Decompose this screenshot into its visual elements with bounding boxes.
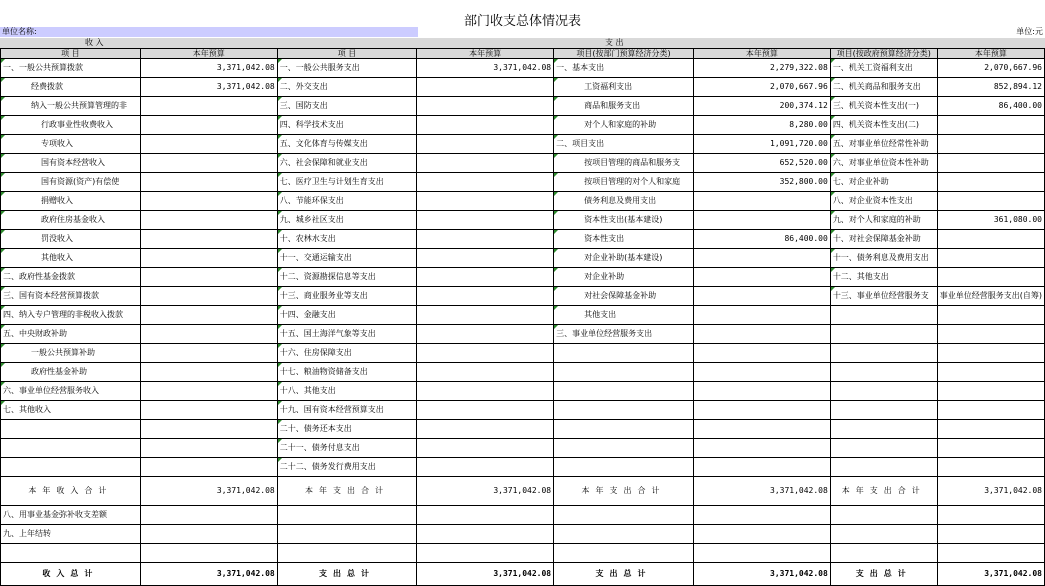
func-budget xyxy=(417,97,554,116)
gov-econ-budget xyxy=(937,439,1044,458)
header-income-budget: 本年预算 xyxy=(140,49,277,59)
income-item xyxy=(1,420,141,439)
dept-econ-budget: 652,520.00 xyxy=(693,154,830,173)
grand-func-item: 支出总计 xyxy=(277,563,417,586)
grand-total-row xyxy=(1,563,1045,586)
table-header-row xyxy=(1,49,1045,59)
gov-econ-item xyxy=(830,544,937,563)
table-row xyxy=(1,59,1045,78)
gov-econ-budget xyxy=(937,325,1044,344)
gov-econ-budget xyxy=(937,420,1044,439)
dept-econ-item: 按项目管理的商品和服务支 xyxy=(554,154,694,173)
func-item: 十九、国有资本经营预算支出 xyxy=(277,401,417,420)
income-section-label: 收 入 xyxy=(85,38,104,47)
income-budget xyxy=(140,382,277,401)
dept-econ-budget: 352,800.00 xyxy=(693,173,830,192)
func-item: 十七、粮油物资储备支出 xyxy=(277,363,417,382)
table-row xyxy=(1,325,1045,344)
income-budget xyxy=(140,344,277,363)
func-budget xyxy=(417,230,554,249)
gov-econ-budget xyxy=(937,401,1044,420)
gov-econ-item xyxy=(830,506,937,525)
table-row xyxy=(1,420,1045,439)
income-section-header xyxy=(0,38,278,48)
dept-econ-item: 其他支出 xyxy=(554,306,694,325)
gov-econ-budget: 2,070,667.96 xyxy=(937,59,1044,78)
func-budget xyxy=(417,116,554,135)
func-budget: 3,371,042.08 xyxy=(417,59,554,78)
gov-econ-item: 十一、债务利息及费用支出 xyxy=(830,249,937,268)
gov-econ-budget: 361,080.00 xyxy=(937,211,1044,230)
func-item: 一、一般公共服务支出 xyxy=(277,59,417,78)
gov-econ-item: 七、对企业补助 xyxy=(830,173,937,192)
gov-econ-item: 十、对社会保障基金补助 xyxy=(830,230,937,249)
income-budget xyxy=(140,325,277,344)
gov-econ-budget xyxy=(937,525,1044,544)
dept-econ-budget: 200,374.12 xyxy=(693,97,830,116)
header-gov-econ-item: 项目(按政府预算经济分类) xyxy=(830,49,937,59)
income-item: 经费拨款 xyxy=(1,78,141,97)
gov-econ-budget xyxy=(937,344,1044,363)
dept-econ-item xyxy=(554,525,694,544)
expense-section-label: 支 出 xyxy=(605,38,624,47)
total-func-item: 本年支出合计 xyxy=(277,477,417,506)
dept-econ-item xyxy=(554,363,694,382)
gov-econ-budget xyxy=(937,306,1044,325)
income-item: 纳入一般公共预算管理的非 xyxy=(1,97,141,116)
dept-econ-budget xyxy=(693,458,830,477)
table-row xyxy=(1,363,1045,382)
total-gov-econ-budget: 3,371,042.08 xyxy=(937,477,1044,506)
grand-gov-econ-budget: 3,371,042.08 xyxy=(937,563,1044,586)
dept-econ-budget xyxy=(693,306,830,325)
gov-econ-item: 八、对企业资本性支出 xyxy=(830,192,937,211)
gov-econ-item: 十二、其他支出 xyxy=(830,268,937,287)
gov-econ-item xyxy=(830,420,937,439)
income-budget xyxy=(140,506,277,525)
header-income-item: 项 目 xyxy=(1,49,141,59)
gov-econ-item xyxy=(830,344,937,363)
gov-econ-budget xyxy=(937,544,1044,563)
table-row xyxy=(1,287,1045,306)
gov-econ-budget xyxy=(937,268,1044,287)
extra-row xyxy=(1,525,1045,544)
table-row xyxy=(1,173,1045,192)
dept-econ-budget xyxy=(693,268,830,287)
income-budget: 3,371,042.08 xyxy=(140,78,277,97)
gov-econ-item: 四、机关资本性支出(二) xyxy=(830,116,937,135)
func-item: 十六、住房保障支出 xyxy=(277,344,417,363)
dept-econ-budget xyxy=(693,325,830,344)
header-func-item: 项 目 xyxy=(277,49,417,59)
func-item xyxy=(277,525,417,544)
income-item: 六、事业单位经营服务收入 xyxy=(1,382,141,401)
total-func-budget: 3,371,042.08 xyxy=(417,477,554,506)
income-budget xyxy=(140,420,277,439)
income-budget xyxy=(140,116,277,135)
dept-econ-budget: 2,279,322.08 xyxy=(693,59,830,78)
income-item: 专项收入 xyxy=(1,135,141,154)
dept-econ-item: 债务利息及费用支出 xyxy=(554,192,694,211)
dept-econ-budget xyxy=(693,401,830,420)
func-budget xyxy=(417,420,554,439)
income-item: 罚没收入 xyxy=(1,230,141,249)
dept-econ-item xyxy=(554,344,694,363)
gov-econ-budget xyxy=(937,363,1044,382)
budget-table xyxy=(0,48,1045,586)
table-row xyxy=(1,116,1045,135)
income-budget xyxy=(140,97,277,116)
unit-label: 单位:元 xyxy=(1016,27,1043,36)
dept-econ-item: 三、事业单位经营服务支出 xyxy=(554,325,694,344)
gov-econ-budget: 事业单位经营服务支出(自筹) xyxy=(937,287,1044,306)
income-item: 一般公共预算补助 xyxy=(1,344,141,363)
func-budget xyxy=(417,211,554,230)
func-budget xyxy=(417,401,554,420)
gov-econ-budget xyxy=(937,458,1044,477)
gov-econ-budget xyxy=(937,173,1044,192)
unit-name-label: 单位名称: xyxy=(0,27,418,37)
income-item: 一、一般公共预算拨款 xyxy=(1,59,141,78)
dept-econ-budget xyxy=(693,525,830,544)
gov-econ-item xyxy=(830,525,937,544)
func-item: 八、节能环保支出 xyxy=(277,192,417,211)
grand-dept-econ-item: 支出总计 xyxy=(554,563,694,586)
income-item: 九、上年结转 xyxy=(1,525,141,544)
func-budget xyxy=(417,382,554,401)
dept-econ-item: 商品和服务支出 xyxy=(554,97,694,116)
func-item: 六、社会保障和就业支出 xyxy=(277,154,417,173)
income-item: 七、其他收入 xyxy=(1,401,141,420)
func-budget xyxy=(417,249,554,268)
dept-econ-budget: 2,070,667.96 xyxy=(693,78,830,97)
func-item: 十八、其他支出 xyxy=(277,382,417,401)
dept-econ-item: 对社会保障基金补助 xyxy=(554,287,694,306)
total-dept-econ-budget: 3,371,042.08 xyxy=(693,477,830,506)
gov-econ-budget xyxy=(937,249,1044,268)
dept-econ-item: 资本性支出 xyxy=(554,230,694,249)
income-item: 四、纳入专户管理的非税收入拨款 xyxy=(1,306,141,325)
gov-econ-budget xyxy=(937,230,1044,249)
dept-econ-budget xyxy=(693,382,830,401)
table-row xyxy=(1,97,1045,116)
income-item xyxy=(1,439,141,458)
dept-econ-budget xyxy=(693,439,830,458)
func-item: 十一、交通运输支出 xyxy=(277,249,417,268)
table-row xyxy=(1,401,1045,420)
income-budget xyxy=(140,306,277,325)
dept-econ-budget xyxy=(693,192,830,211)
func-item: 二、外交支出 xyxy=(277,78,417,97)
dept-econ-item: 对企业补助(基本建设) xyxy=(554,249,694,268)
func-item: 十、农林水支出 xyxy=(277,230,417,249)
grand-income-budget: 3,371,042.08 xyxy=(140,563,277,586)
dept-econ-item: 对个人和家庭的补助 xyxy=(554,116,694,135)
func-budget xyxy=(417,192,554,211)
func-item: 七、医疗卫生与计划生育支出 xyxy=(277,173,417,192)
income-item: 政府住房基金收入 xyxy=(1,211,141,230)
income-budget xyxy=(140,173,277,192)
gov-econ-budget: 86,400.00 xyxy=(937,97,1044,116)
func-budget xyxy=(417,525,554,544)
dept-econ-item: 二、项目支出 xyxy=(554,135,694,154)
income-budget xyxy=(140,401,277,420)
gov-econ-item: 九、对个人和家庭的补助 xyxy=(830,211,937,230)
gov-econ-item: 十三、事业单位经营服务支 xyxy=(830,287,937,306)
gov-econ-item: 三、机关资本性支出(一) xyxy=(830,97,937,116)
income-budget xyxy=(140,287,277,306)
func-budget xyxy=(417,306,554,325)
dept-econ-item xyxy=(554,420,694,439)
dept-econ-item xyxy=(554,506,694,525)
dept-econ-budget: 86,400.00 xyxy=(693,230,830,249)
dept-econ-budget xyxy=(693,363,830,382)
grand-income-item: 收入总计 xyxy=(1,563,141,586)
dept-econ-budget xyxy=(693,287,830,306)
dept-econ-budget xyxy=(693,249,830,268)
table-row xyxy=(1,439,1045,458)
income-item: 行政事业性收费收入 xyxy=(1,116,141,135)
func-budget xyxy=(417,325,554,344)
gov-econ-item: 一、机关工资福利支出 xyxy=(830,59,937,78)
gov-econ-item xyxy=(830,382,937,401)
grand-dept-econ-budget: 3,371,042.08 xyxy=(693,563,830,586)
dept-econ-item xyxy=(554,544,694,563)
dept-econ-budget: 8,280.00 xyxy=(693,116,830,135)
func-budget xyxy=(417,363,554,382)
income-item: 政府性基金补助 xyxy=(1,363,141,382)
income-budget xyxy=(140,268,277,287)
table-row xyxy=(1,458,1045,477)
func-budget xyxy=(417,344,554,363)
income-item: 三、国有资本经营预算拨款 xyxy=(1,287,141,306)
grand-func-budget: 3,371,042.08 xyxy=(417,563,554,586)
gov-econ-item xyxy=(830,306,937,325)
gov-econ-item xyxy=(830,439,937,458)
dept-econ-budget xyxy=(693,344,830,363)
income-item: 五、中央财政补助 xyxy=(1,325,141,344)
table-row xyxy=(1,154,1045,173)
gov-econ-budget xyxy=(937,154,1044,173)
gov-econ-budget: 852,894.12 xyxy=(937,78,1044,97)
dept-econ-item: 对企业补助 xyxy=(554,268,694,287)
gov-econ-item: 六、对事业单位资本性补助 xyxy=(830,154,937,173)
func-item: 二十一、债务付息支出 xyxy=(277,439,417,458)
dept-econ-item: 按项目管理的对个人和家庭 xyxy=(554,173,694,192)
table-row xyxy=(1,135,1045,154)
total-dept-econ-item: 本年支出合计 xyxy=(554,477,694,506)
func-budget xyxy=(417,506,554,525)
gov-econ-budget xyxy=(937,382,1044,401)
income-budget xyxy=(140,363,277,382)
gov-econ-item xyxy=(830,325,937,344)
func-budget xyxy=(417,154,554,173)
func-item: 十五、国土海洋气象等支出 xyxy=(277,325,417,344)
extra-row xyxy=(1,506,1045,525)
dept-econ-item: 资本性支出(基本建设) xyxy=(554,211,694,230)
extra-row xyxy=(1,544,1045,563)
income-budget xyxy=(140,135,277,154)
dept-econ-item xyxy=(554,439,694,458)
income-budget xyxy=(140,192,277,211)
dept-econ-budget xyxy=(693,211,830,230)
table-row xyxy=(1,268,1045,287)
func-item: 五、文化体育与传媒支出 xyxy=(277,135,417,154)
table-row xyxy=(1,78,1045,97)
total-income-budget: 3,371,042.08 xyxy=(140,477,277,506)
gov-econ-item: 二、机关商品和服务支出 xyxy=(830,78,937,97)
gov-econ-item xyxy=(830,401,937,420)
table-row xyxy=(1,230,1045,249)
dept-econ-budget xyxy=(693,420,830,439)
func-item: 三、国防支出 xyxy=(277,97,417,116)
income-budget xyxy=(140,525,277,544)
income-budget xyxy=(140,439,277,458)
func-budget xyxy=(417,439,554,458)
func-item: 十四、金融支出 xyxy=(277,306,417,325)
income-item: 其他收入 xyxy=(1,249,141,268)
dept-econ-budget xyxy=(693,506,830,525)
func-item: 九、城乡社区支出 xyxy=(277,211,417,230)
dept-econ-budget: 1,091,720.00 xyxy=(693,135,830,154)
income-item: 国有资本经营收入 xyxy=(1,154,141,173)
income-item: 二、政府性基金拨款 xyxy=(1,268,141,287)
header-dept-econ-budget: 本年预算 xyxy=(693,49,830,59)
income-budget xyxy=(140,211,277,230)
gov-econ-item xyxy=(830,363,937,382)
dept-econ-item xyxy=(554,458,694,477)
table-row xyxy=(1,192,1045,211)
total-income-item: 本年收入合计 xyxy=(1,477,141,506)
header-func-budget: 本年预算 xyxy=(417,49,554,59)
func-item xyxy=(277,544,417,563)
income-budget xyxy=(140,154,277,173)
income-budget xyxy=(140,544,277,563)
header-dept-econ-item: 项目(按部门预算经济分类) xyxy=(554,49,694,59)
page-title: 部门收支总体情况表 xyxy=(463,14,581,29)
header-gov-econ-budget: 本年预算 xyxy=(937,49,1044,59)
total-row xyxy=(1,477,1045,506)
table-row xyxy=(1,249,1045,268)
gov-econ-budget xyxy=(937,116,1044,135)
func-budget xyxy=(417,173,554,192)
income-budget: 3,371,042.08 xyxy=(140,59,277,78)
func-item xyxy=(277,506,417,525)
income-item xyxy=(1,458,141,477)
income-budget xyxy=(140,230,277,249)
func-item: 二十二、债务发行费用支出 xyxy=(277,458,417,477)
dept-econ-item: 一、基本支出 xyxy=(554,59,694,78)
gov-econ-budget xyxy=(937,506,1044,525)
income-item: 八、用事业基金弥补收支差额 xyxy=(1,506,141,525)
gov-econ-budget xyxy=(937,192,1044,211)
func-budget xyxy=(417,287,554,306)
func-budget xyxy=(417,458,554,477)
func-budget xyxy=(417,135,554,154)
gov-econ-item xyxy=(830,458,937,477)
func-item: 四、科学技术支出 xyxy=(277,116,417,135)
func-budget xyxy=(417,544,554,563)
func-item: 十三、商业服务业等支出 xyxy=(277,287,417,306)
expense-section-header xyxy=(278,38,1045,48)
table-row xyxy=(1,382,1045,401)
gov-econ-item: 五、对事业单位经常性补助 xyxy=(830,135,937,154)
income-budget xyxy=(140,249,277,268)
income-item: 国有资源(资产)有偿使 xyxy=(1,173,141,192)
income-item xyxy=(1,544,141,563)
func-budget xyxy=(417,268,554,287)
func-budget xyxy=(417,78,554,97)
func-item: 二十、债务还本支出 xyxy=(277,420,417,439)
total-gov-econ-item: 本年支出合计 xyxy=(830,477,937,506)
table-row xyxy=(1,211,1045,230)
dept-econ-budget xyxy=(693,544,830,563)
dept-econ-item xyxy=(554,401,694,420)
grand-gov-econ-item: 支出总计 xyxy=(830,563,937,586)
gov-econ-budget xyxy=(937,135,1044,154)
income-item: 捐赠收入 xyxy=(1,192,141,211)
dept-econ-item: 工资福利支出 xyxy=(554,78,694,97)
dept-econ-item xyxy=(554,382,694,401)
table-row xyxy=(1,306,1045,325)
table-row xyxy=(1,344,1045,363)
func-item: 十二、资源勘探信息等支出 xyxy=(277,268,417,287)
income-budget xyxy=(140,458,277,477)
